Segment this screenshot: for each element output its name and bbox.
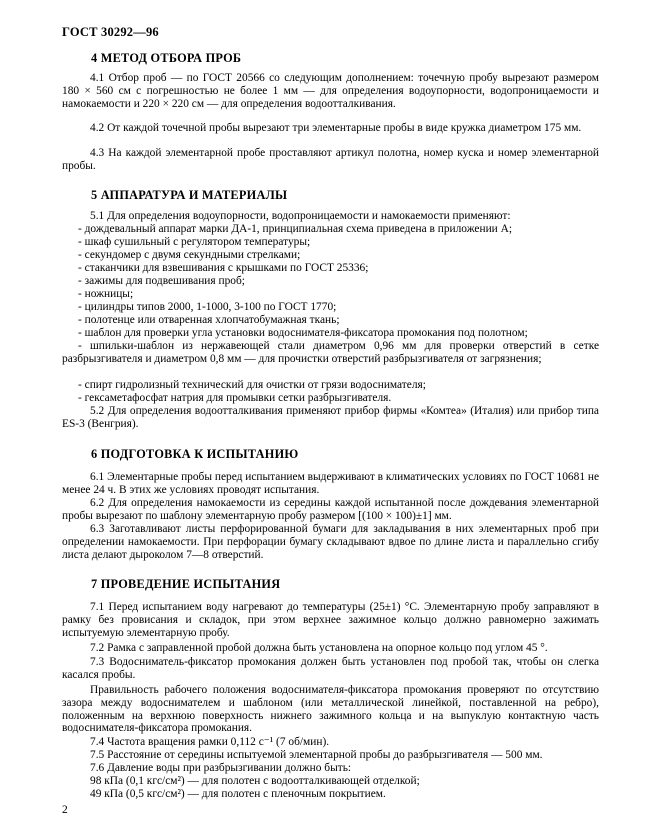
list-item: - шпильки-шаблон из нержавеющей стали диаметром 0,96 мм для проверки отверстий в сетке разбрызгивателя и диаметром 0,8 мм — для прочистки отверстий разбрызгивателя от загрязнения; bbox=[62, 340, 599, 365]
paragraph-7-1: 7.1 Перед испытанием воду нагревают до температуры (25±1) °С. Элементарную пробу заправляют в рамку без провисания и складок, при этом верхнее зажимное кольцо должно равномерно зажимать испытуемую элементарную пробу. bbox=[62, 601, 599, 639]
page-number: 2 bbox=[62, 804, 68, 816]
section-6-title: 6 ПОДГОТОВКА К ИСПЫТАНИЮ bbox=[91, 447, 299, 461]
paragraph-4-2: 4.2 От каждой точечной пробы вырезают три элементарные пробы в виде кружка диаметром 175 мм. bbox=[90, 122, 582, 134]
list-item: - ножницы; bbox=[78, 288, 134, 300]
paragraph-7-6: 7.6 Давление воды при разбрызгивании должно быть: bbox=[90, 762, 352, 774]
paragraph-5-1: 5.1 Для определения водоупорности, водопроницаемости и намокаемости применяют: bbox=[90, 210, 511, 222]
list-item: - цилиндры типов 2000, 1-1000, 3-100 по ГОСТ 1770; bbox=[78, 301, 337, 313]
list-item: - шаблон для проверки угла установки водоснимателя-фиксатора промокания под полотном; bbox=[78, 327, 528, 339]
paragraph-5-2: 5.2 Для определения водоотталкивания применяют прибор фирмы «Комтеа» (Италия) или прибор типа ES-3 (Венгрия). bbox=[62, 405, 599, 430]
paragraph-6-1: 6.1 Элементарные пробы перед испытанием выдерживают в климатических условиях по ГОСТ 10681 не менее 24 ч. В этих же условиях проводят испытания. bbox=[62, 471, 600, 496]
paragraph-7-2: 7.2 Рамка с заправленной пробой должна быть установлена на опорное кольцо под углом 45 °. bbox=[90, 642, 548, 654]
paragraph-4-3: 4.3 На каждой элементарной пробе проставляют артикул полотна, номер куска и номер элементарной пробы. bbox=[62, 147, 599, 172]
list-item: - секундомер с двумя секундными стрелками; bbox=[78, 249, 301, 261]
paragraph-7-3-note: Правильность рабочего положения водоснимателя-фиксатора промокания проверяют по отсутствию зазора между водоснимателем и шаблоном (или металлической линейкой, поставленной на ребро), положенным на верхнюю поверхность нижнего зажимного кольца и на выпуклую контактную часть водоснимателя-фиксатора промокания. bbox=[62, 684, 599, 735]
paragraph-6-2: 6.2 Для определения намокаемости из середины каждой испытанной после дождевания элементарной пробы вырезают по шаблону элементарную пробу размером [(100 × 100)±1] мм. bbox=[62, 497, 599, 522]
list-item: - спирт гидролизный технический для очистки от грязи водоснимателя; bbox=[78, 379, 426, 391]
paragraph-7-5: 7.5 Расстояние от середины испытуемой элементарной пробы до разбрызгивателя — 500 мм. bbox=[90, 749, 543, 761]
list-item: - зажимы для подвешивания проб; bbox=[78, 275, 245, 287]
paragraph-7-6-a: 98 кПа (0,1 кгс/см²) — для полотен с водоотталкивающей отделкой; bbox=[90, 775, 420, 787]
list-item: - дождевальный аппарат марки ДА-1, принципиальная схема приведена в приложении А; bbox=[78, 223, 513, 235]
paragraph-7-3: 7.3 Водосниматель-фиксатор промокания должен быть установлен под пробой так, чтобы он слегка касался пробы. bbox=[62, 656, 599, 681]
paragraph-7-4: 7.4 Частота вращения рамки 0,112 с⁻¹ (7 об/мин). bbox=[90, 736, 330, 748]
list-item: - гексаметафосфат натрия для промывки сетки разбрызгивателя. bbox=[78, 392, 392, 404]
list-item: - стаканчики для взвешивания с крышками по ГОСТ 25336; bbox=[78, 262, 369, 274]
list-item: - шкаф сушильный с регулятором температуры; bbox=[78, 236, 311, 248]
section-5-title: 5 АППАРАТУРА И МАТЕРИАЛЫ bbox=[91, 188, 288, 202]
paragraph-6-3: 6.3 Заготавливают листы перфорированной бумаги для закладывания в них элементарных проб при определении намокаемости. При перфорации бумагу складывают вдвое по длине листа и параллельно сгибу листа делают дыроколом 7—8 отверстий. bbox=[62, 523, 599, 561]
paragraph-4-1: 4.1 Отбор проб — по ГОСТ 20566 со следующим дополнением: точечную пробу вырезают размером 180 × 560 см с погрешностью не более 1 мм — для определения водоупорности, водопроницаемости и намокаемости и 220 × 220 см — для определения водоотталкивания. bbox=[62, 72, 599, 110]
list-item: - полотенце или отваренная хлопчатобумажная ткань; bbox=[78, 314, 340, 326]
section-7-title: 7 ПРОВЕДЕНИЕ ИСПЫТАНИЯ bbox=[91, 577, 281, 591]
paragraph-7-6-b: 49 кПа (0,5 кгс/см²) — для полотен с пленочным покрытием. bbox=[90, 788, 386, 800]
section-4-title: 4 МЕТОД ОТБОРА ПРОБ bbox=[91, 51, 242, 65]
document-number: ГОСТ 30292—96 bbox=[62, 25, 159, 39]
